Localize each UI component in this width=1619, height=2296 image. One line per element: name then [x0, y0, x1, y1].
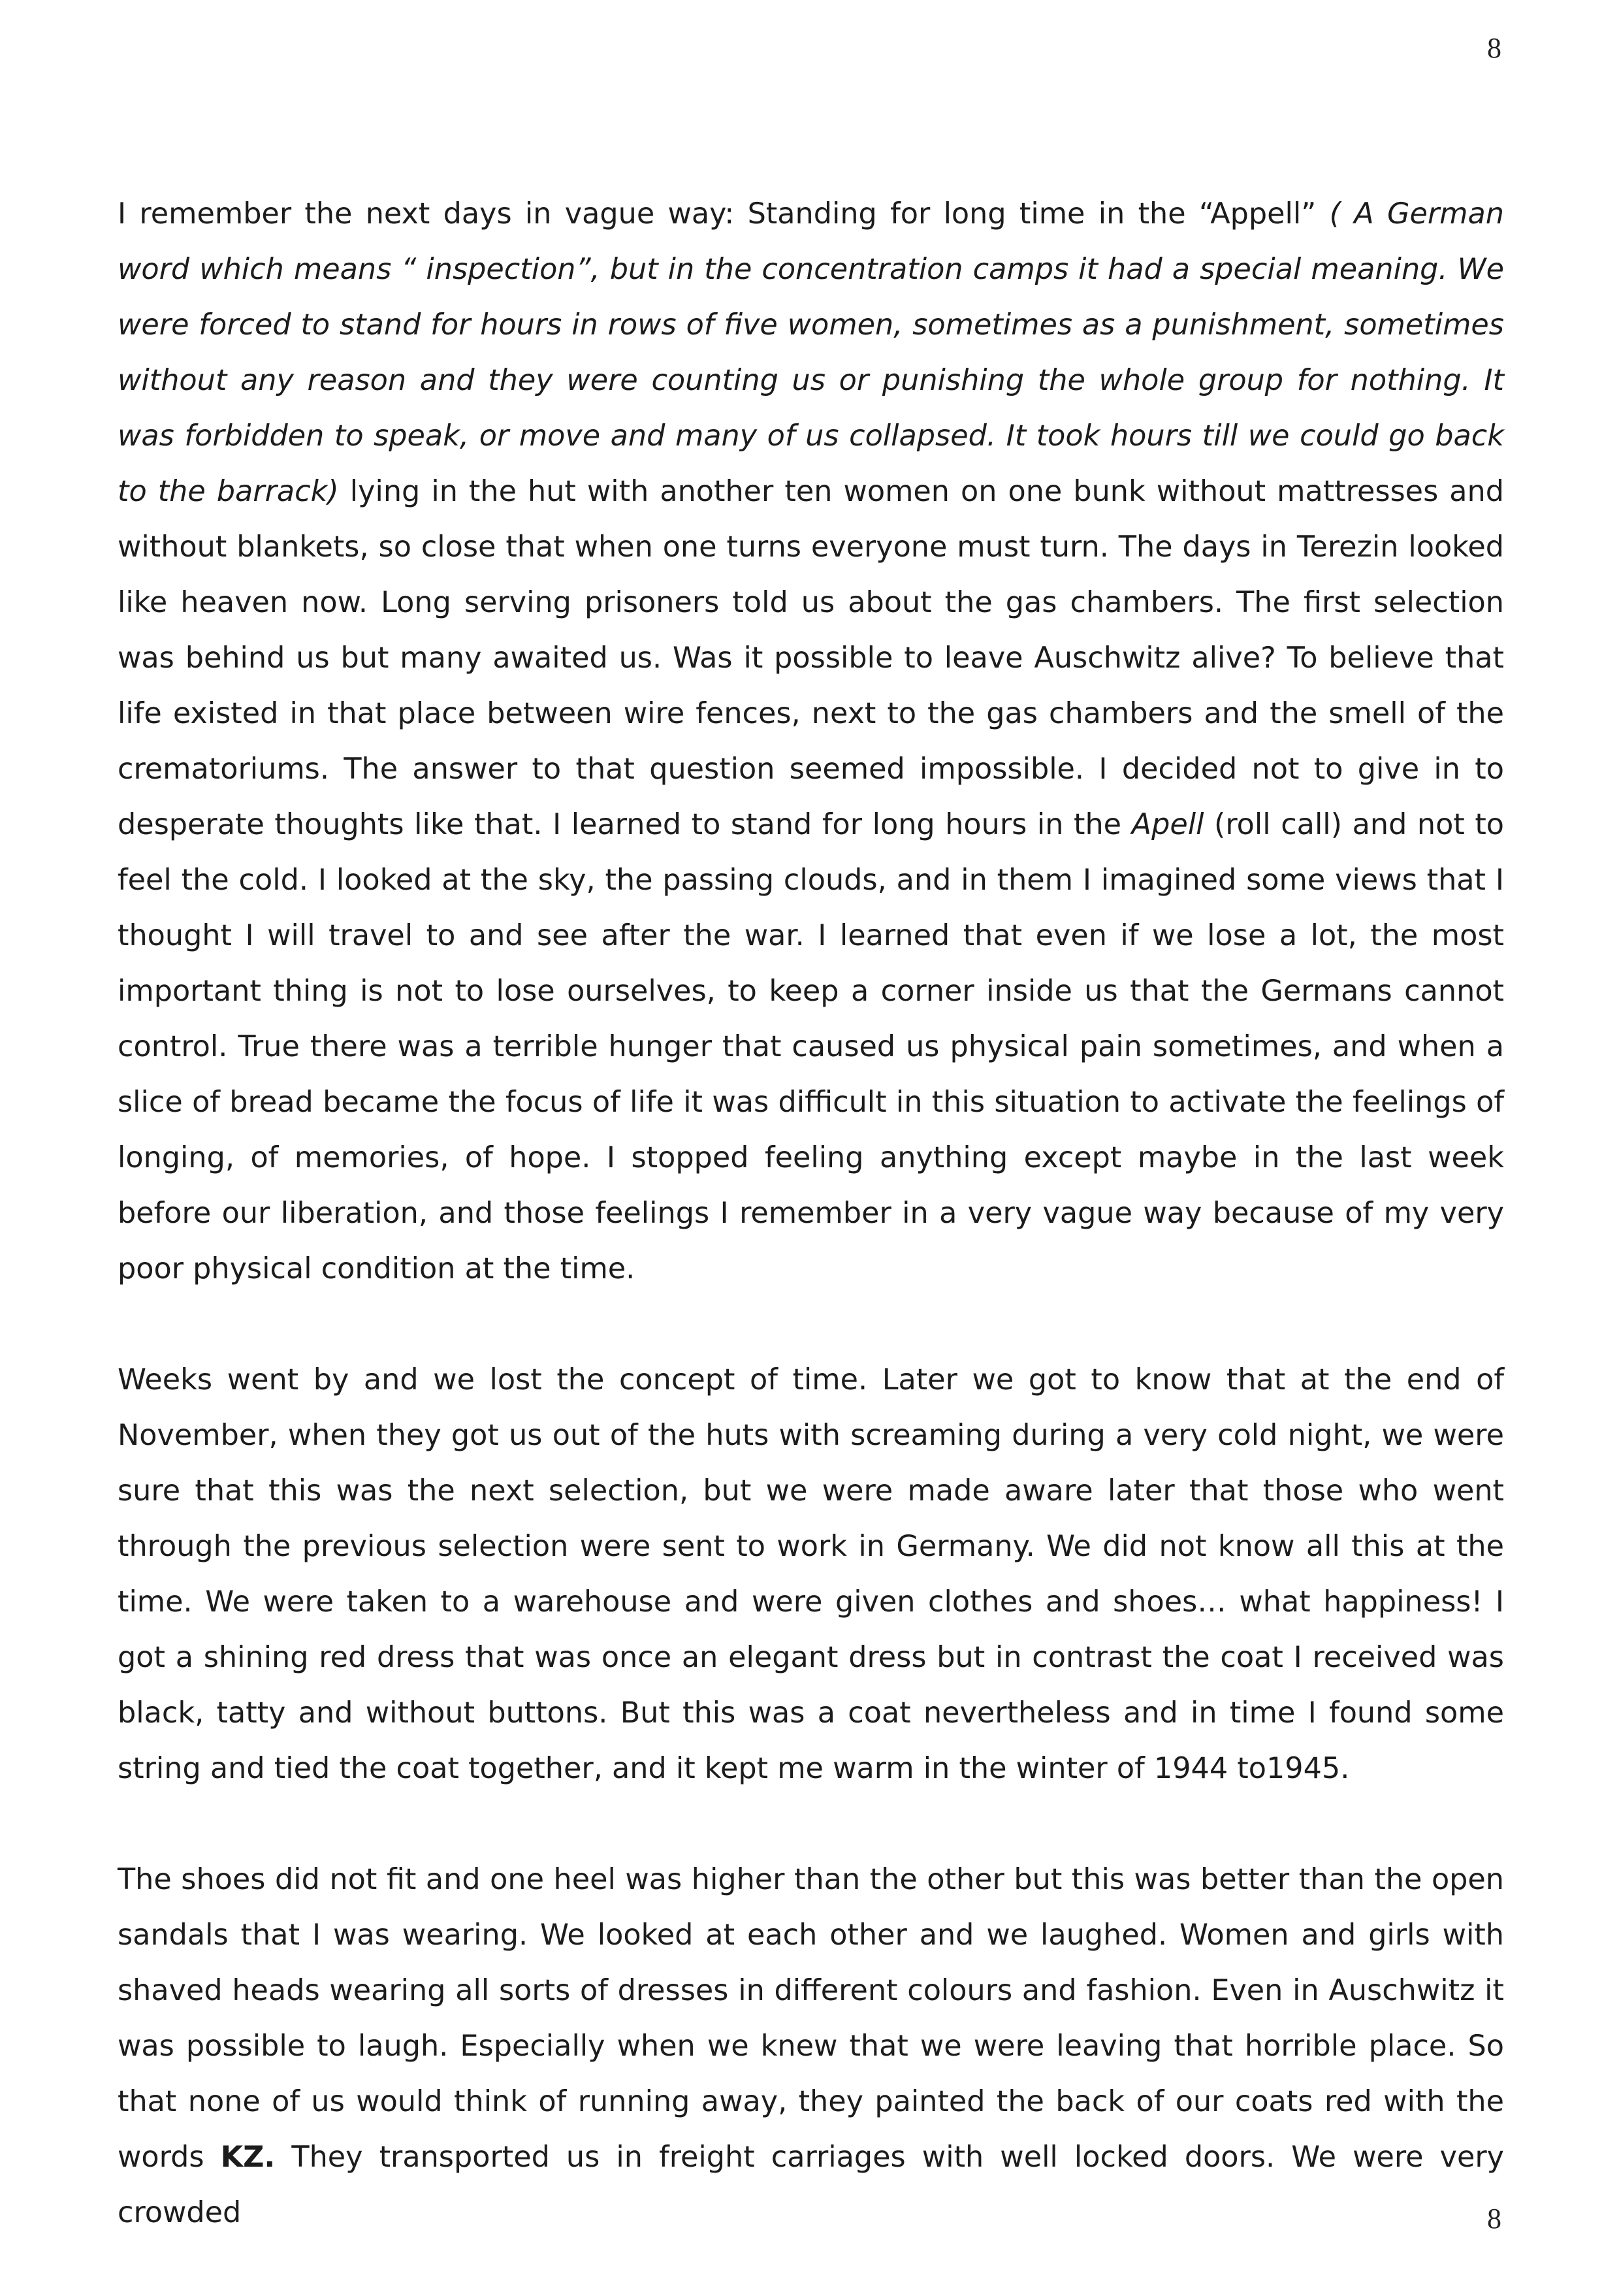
page-number-top: 8: [1487, 32, 1501, 64]
paragraph-1-text: I remember the next days in vague way: Standing for long time in the “Appell”: [118, 197, 1330, 231]
paragraph-3-text: They transported us in freight carriages with well locked doors. We were very crowded: [118, 2141, 1504, 2229]
paragraph-1: [118, 186, 1504, 1297]
paragraph-3-text: The shoes did not fit and one heel was higher than the other but this was better than the open sandals that I was wearing. We looked at each other and we laughed. Women and girls with shaved heads wearing all sorts of dresses in different colours and fashion. Even in Auschwitz it was possible to laugh. Especially when we knew that we were leaving that horrible place. So that none of us would think of running away, they painted the back of our coats red with the words: [118, 1863, 1504, 2174]
paragraph-1-text: lying in the hut with another ten women on one bunk without mattresses and without blankets, so close that when one turns everyone must turn. The days in Terezin looked like heaven now. Long serving prisoners told us about the gas chambers. The first selection was behind us but many awaited us. Was it possible to leave Auschwitz alive? To believe that life existed in that place between wire fences, next to the gas chambers and the smell of the crematoriums. The answer to that question seemed impossible. I decided not to give in to desperate thoughts like that. I learned to stand for long hours in the: [118, 475, 1504, 841]
paragraph-1-italic-note: ( A German word which means “ inspection”, but in the concentration camps it had a special meaning. We were forced to stand for hours in rows of five women, sometimes as a punishment, sometimes without any reason and they were counting us or punishing the whole group for nothing. It was forbidden to speak, or move and many of us collapsed. It took hours till we could go back to the barrack): [118, 197, 1504, 508]
page-number-bottom: 8: [1487, 2203, 1501, 2235]
body-text: [118, 186, 1504, 2296]
paragraph-3-bold-term: KZ.: [220, 2141, 276, 2174]
paragraph-1-italic-term: Apell: [1131, 808, 1204, 841]
paragraph-1-text: (roll call) and not to feel the cold. I looked at the sky, the passing clouds, and in them I imagined some views that I thought I will travel to and see after the war. I learned that even if we lose a lot, the most important thing is not to lose ourselves, to keep a corner inside us that the Germans cannot control. True there was a terrible hunger that caused us physical pain sometimes, and when a slice of bread became the focus of life it was difficult in this situation to activate the feelings of longing, of memories, of hope. I stopped feeling anything except maybe in the last week before our liberation, and those feelings I remember in a very vague way because of my very poor physical condition at the time.: [118, 808, 1505, 1285]
paragraph-2: [118, 1352, 1504, 1796]
paragraph-2-text: Weeks went by and we lost the concept of time. Later we got to know that at the end of November, when they got us out of the huts with screaming during a very cold night, we were sure that this was the next selection, but we were made aware later that those who went through the previous selection were sent to work in Germany. We did not know all this at the time. We were taken to a warehouse and were given clothes and shoes… what happiness! I got a shining red dress that was once an elegant dress but in contrast the coat I received was black, tatty and without buttons. But this was a coat nevertheless and in time I found some string and tied the coat together, and it kept me warm in the winter of 1944 to1945.: [118, 1363, 1504, 1785]
paragraph-3: [118, 1852, 1504, 2240]
